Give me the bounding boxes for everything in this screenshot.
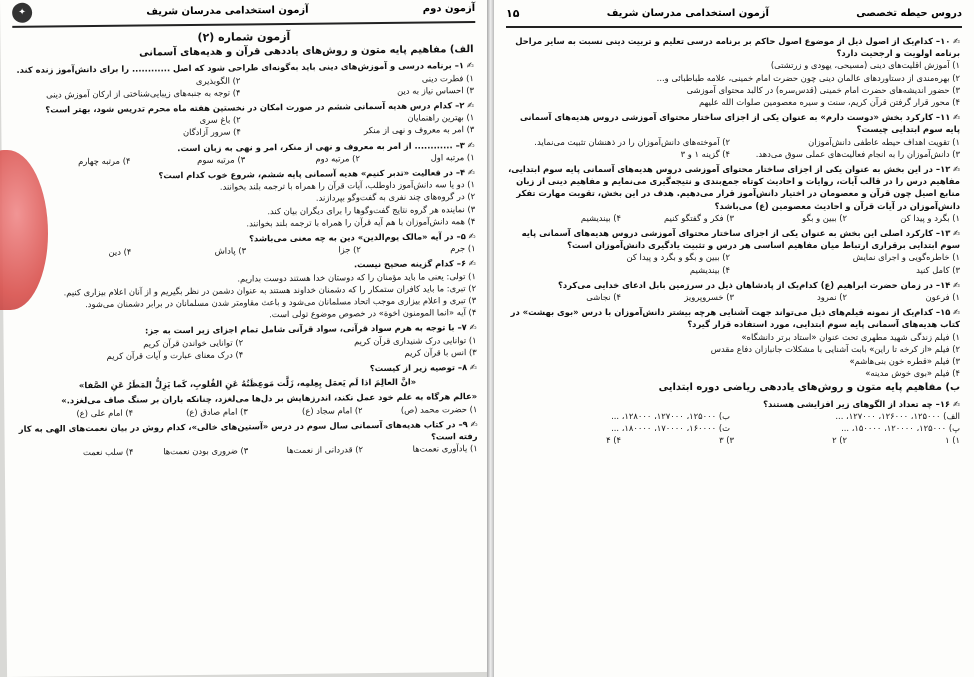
answer-option: ۳) حضور اندیشه‌های حضرت امام خمینی (قدس‌سره) در کالبد محتوای آموزشی <box>686 84 960 95</box>
question-number: ۲ <box>459 100 465 111</box>
question-text: با توجه به هرم سواد قرآنی، سواد قرآنی شامل تمام اجزای زیر است به جز: <box>144 322 455 336</box>
question-number: ۸ <box>462 362 468 373</box>
answer-option: ۱) حضرت محمد (ص) <box>400 403 478 415</box>
answer-option: ۳) ۳ <box>719 435 734 446</box>
pattern-list <box>508 410 960 434</box>
answer-option: ۱) دو یا سه دانش‌آموز داوطلب، آیات قرآن را همراه با ترجمه بلند بخوانند. <box>219 179 476 192</box>
answer-option: ۲) باغ سری <box>199 114 241 126</box>
question-0: ✍ ۱– برنامه درسی و آموزش‌های دینی باید به‌گونه‌ای طراحی شود که اصل ............ را برای دانش‌آموز زنده کند. <box>16 60 474 76</box>
question-number: ۶ <box>460 258 467 269</box>
answer-option: ۲) ببین و بگو <box>802 212 847 223</box>
answer-option: ۲) ببین و بگو و بگرد و پیدا کن <box>626 252 730 263</box>
question-number: ۱۲ <box>940 164 951 175</box>
section-a-heading: الف) مفاهیم پایه متون و روش‌های یاددهی قرآن و هدیه‌های آسمانی <box>139 44 474 59</box>
question-text: کدام‌یک از اصول ذیل از موضوع اصول حاکم بر برنامه درسی تعلیم و تربیت دینی نسبت به سایر مراحل برنامه اولویت و ارجحیت دارد؟ <box>515 36 960 59</box>
question-number: ۱۵ <box>940 307 951 318</box>
question-text: کدام‌یک از نمونه فیلم‌های ذیل می‌تواند جهت آشنایی هرچه بیشتر دانش‌آموزان با درس «بوی بهشت» در کتاب هدیه‌های آسمانی پایه سوم ابتدایی، مورد استفاده قرار گیرد؟ <box>510 307 960 330</box>
publisher-logo-icon: ✦ <box>12 3 32 23</box>
pattern-item: ت) ۱۶۰۰۰۰، ۱۷۰۰۰۰، ۱۸۰۰۰۰، ... <box>611 423 730 434</box>
pattern-item: الف) ۱۲۵۰۰۰، ۱۲۶۰۰۰، ۱۲۷۰۰۰، ... <box>835 410 960 421</box>
pen-icon: ✍ <box>950 164 960 175</box>
answer-options <box>508 331 960 380</box>
answer-option: ۴) امام علی (ع) <box>76 407 134 418</box>
right-header-title: آزمون استخدامی مدرسان شریف <box>606 7 769 19</box>
right-page-header <box>506 0 962 28</box>
left-header-exam-label: آزمون دوم <box>422 2 476 15</box>
pen-icon: ✍ <box>952 398 960 409</box>
answer-option: ۲) الگوبذیری <box>195 75 241 86</box>
question-text: کدام گزینه صحیح نیست. <box>353 258 454 270</box>
pen-icon: ✍ <box>950 228 960 239</box>
question-7: ✍ ۸– توصیه زیر از کیست؟ <box>369 362 477 374</box>
question-text: ............ از امر به معروف و نهی از منکر، امر و نهی به زبان است. <box>177 139 453 153</box>
question-3: ✍ ۴– در فعالیت «تدبر کنیم» هدیه آسمانی پایه ششم، شروع خوب کدام است؟ <box>158 167 475 181</box>
answer-option: ۱) بگرد و پیدا کن <box>900 212 960 223</box>
question-number: ۹ <box>462 419 468 430</box>
answer-option: ۱) مرتبه اول <box>430 151 475 163</box>
section-b-heading: ب) مفاهیم پایه متون و روش‌های یاددهی ریاضی دوره ابتدایی <box>658 382 960 394</box>
answer-options <box>15 72 474 101</box>
answer-option: ۱) بهترین راهنمایان <box>407 112 475 123</box>
question-text: در این بخش به عنوان یکی از اجزای ساختار محتوای آموزشی دروس هدیه‌های آسمانی پایه سوم ابتدایی، مفاهیم درس را در قالب آیات، روایات و احادیث کوتاه جمع‌بندی و نتیجه‌گیری می‌نمایم و مفاهیم دینی از زبان منابع اصیل چون قرآن و معصومان در اختیار دانش‌آموز قرار می‌دهیم. هدف در این بخش، تقویت مهارت تفکر دانش‌آموزان در آیات قرآن و احادیث معصومین (ع) می‌باشد؟ <box>508 164 960 211</box>
question-8: ✍ ۹– در کتاب هدیه‌های آسمانی سال سوم در درس «آستین‌های خالی»، کدام روش در بیان نعمت‌های الهی به کار رفته است؟ <box>18 418 478 442</box>
answer-option: ۳) پاداش <box>214 245 247 257</box>
pen-icon: ✍ <box>464 100 475 111</box>
pen-icon: ✍ <box>466 322 477 333</box>
answer-option: ۲) توانایی خواندن قرآن کریم <box>143 337 244 349</box>
answer-option: ۴) درک معنای عبارت و آیات قرآن کریم <box>106 349 244 361</box>
answer-option: ۲) ۲ <box>832 435 847 446</box>
answer-options <box>508 212 960 224</box>
question-2: ✍ ۱۲– در این بخش به عنوان یکی از اجزای ساختار محتوای آموزشی دروس هدیه‌های آسمانی پایه سوم ابتدایی، مفاهیم درس را در قالب آیات، روایات و احادیث کوتاه جمع‌بندی و نتیجه‌گیری می‌نمایم و مفاهیم دینی از زبان منابع اصیل چون قرآن و معصومان در اختیار دانش‌آموز قرار می‌دهیم. هدف در این بخش، تقویت مهارت تفکر دانش‌آموزان در آیات قرآن و احادیث معصومین (ع) می‌باشد؟ <box>508 164 960 211</box>
right-question-list <box>508 35 960 379</box>
answer-option: ۳) دانش‌آموزان را به انجام فعالیت‌های عملی سوق می‌دهد. <box>755 148 960 159</box>
answer-option: ۴) همه دانش‌آموزان با هم آیه قرآن را همراه با ترجمه بلند بخوانند. <box>246 215 476 229</box>
question-number: ۱۶ <box>939 398 951 409</box>
answer-option: ۳) نماینده هر گروه نتایج گفت‌وگوها را برای دیگران بیان کند. <box>267 203 476 216</box>
right-header-subject: دروس حیطه تخصصی <box>856 7 962 19</box>
question-number: ۱۰ <box>940 36 951 46</box>
question-text: کارکرد اصلی این بخش به عنوان یکی از اجزای ساختار محتوای آموزشی دروس هدیه‌های آسمانی پایه سوم ابتدایی برقراری ارتباط میان مفاهیم اساسی هر درس و تثبیت یادگیری دانش‌آموزان است؟ <box>521 228 960 251</box>
answer-option: ۱) خاطره‌گویی و اجرای نمایش <box>852 252 960 263</box>
answer-option: ۲) قدردانی از نعمت‌ها <box>286 444 364 456</box>
answer-option: ۱) تقویت اهداف حیطه عاطفی دانش‌آموزان <box>808 136 960 147</box>
answer-option: ۴) محور قرار گرفتن قرآن کریم، سنت و سیره معصومین صلوات الله علیهم <box>699 97 960 108</box>
question-1: ✍ ۲– کدام درس هدیه آسمانی ششم در صورت امکان در نخستین هفته ماه محرم تدریس شود، بهتر است؟ <box>45 100 475 115</box>
question-text: کدام درس هدیه آسمانی ششم در صورت امکان در نخستین هفته ماه محرم تدریس شود، بهتر است؟ <box>45 100 453 115</box>
answer-option: ۱) ۱ <box>945 435 960 446</box>
answer-options <box>508 136 960 160</box>
pattern-item: ب) ۱۲۵۰۰۰، ۱۲۷۰۰۰، ۱۲۸۰۰۰، ... <box>611 410 730 421</box>
answer-option: ۲) امام سجاد (ع) <box>301 404 363 416</box>
question-2: ✍ ۳– ............ از امر به معروف و نهی از منکر، امر و نهی به زبان است. <box>177 139 475 153</box>
answer-option: ۲) آموخته‌های دانش‌آموزان را در ذهنشان تثبیت می‌نماید. <box>534 136 730 147</box>
answer-options <box>508 434 960 446</box>
answer-option: ۲) جزا <box>338 244 361 255</box>
answer-option: ۳) مرتبه سوم <box>197 154 246 165</box>
question-text: در آیه «مالک یوم‌الدین» دین به چه معنی می‌باشد؟ <box>249 231 454 244</box>
answer-option: ۲) نمرود <box>817 292 847 303</box>
answer-option: ۴) توجه به جنبه‌های زیبایی‌شناختی از ارکان آموزش دینی <box>46 87 241 100</box>
question-number: ۱۴ <box>940 279 951 290</box>
question-4: ✍ ۱۴– در زمان حضرت ابراهیم (ع) کدام‌یک از پادشاهان ذیل در سرزمین بابل ادعای خدایی می‌کرد؟ <box>558 279 960 290</box>
pen-icon: ✍ <box>467 418 478 430</box>
question-number: ۱ <box>458 60 465 71</box>
pen-icon: ✍ <box>467 362 477 373</box>
answer-option: ۱) تولی: یعنی ما باید مؤمنان را که دوستان خدا هستند دوست بداریم. <box>237 270 476 284</box>
answer-option: ۴) سلب نعمت <box>82 446 134 458</box>
answer-option: ۳) ضروری بودن نعمت‌ها <box>163 445 249 457</box>
question-text: در زمان حضرت ابراهیم (ع) کدام‌یک از پادشاهان ذیل در سرزمین بابل ادعای خدایی می‌کرد؟ <box>558 279 933 290</box>
question-text: کارکرد بخش «دوست دارم» به عنوان یکی از اجزای ساختار محتوای آموزشی دروس هدیه‌های آسمانی پایه سوم ابتدایی چیست؟ <box>519 112 960 135</box>
answer-option: ۱) فطرت دینی <box>421 72 474 84</box>
question-5: ✍ ۶– کدام گزینه صحیح نیست. <box>353 258 476 270</box>
answer-options <box>508 251 960 275</box>
answer-option: ۳) کامل کنید <box>916 264 960 275</box>
left-question-list <box>15 59 478 459</box>
right-page <box>494 0 974 677</box>
question-text: برنامه درسی و آموزش‌های دینی باید به‌گونه‌ای طراحی شود که اصل ............ را برای دانش‌آموز زنده کند. <box>16 60 452 76</box>
answer-option: ۴) فیلم «بوی خوش مدینه» <box>865 368 960 379</box>
answer-option: ۳) امر به معروف و نهی از منکر <box>363 124 475 136</box>
pattern-item: پ) ۱۲۵۰۰۰، ۱۲۰۰۰۰، ۱۵۰۰۰۰، ... <box>841 423 960 434</box>
question-1: ✍ ۱۱– کارکرد بخش «دوست دارم» به عنوان یکی از اجزای ساختار محتوای آموزشی دروس هدیه‌های آسمانی پایه سوم ابتدایی چیست؟ <box>519 112 960 135</box>
answer-option: ۴) دین <box>108 246 132 258</box>
pen-icon: ✍ <box>465 167 475 178</box>
question-text: توصیه زیر از کیست؟ <box>369 362 456 374</box>
answer-option: ۳) فکر و گفتگو کنیم <box>663 212 734 223</box>
pen-icon: ✍ <box>950 36 960 46</box>
pen-icon: ✍ <box>950 307 960 318</box>
answer-options <box>508 291 960 303</box>
exam-title: آزمون شماره (۲) <box>197 29 291 44</box>
answer-option: ۴) گزینه ۱ و ۳ <box>680 148 730 159</box>
hadith-text: «انَّ العالِمَ اذا لَم یَعمَل بِعِلمِه، زَلَّت مَوعِظَتُهُ عَنِ القُلوبِ، کَما یَزِلُّ المَطَرُ عَنِ الصَّفا» <box>78 376 417 391</box>
left-header-title: آزمون استخدامی مدرسان شریف <box>146 4 309 17</box>
answer-option: ۴) سرور آزادگان <box>182 126 241 138</box>
answer-option: ۲) تبری: ما باید کافران ستمکار را که دشمنان خداوند هستند به عنوان دشمن در نظر بگیریم و از آنان اعلام بیزاری کنیم. <box>63 282 477 298</box>
answer-options <box>17 270 476 324</box>
pen-icon: ✍ <box>950 112 960 123</box>
question-0: ✍ ۱۰– کدام‌یک از اصول ذیل از موضوع اصول حاکم بر برنامه درسی تعلیم و تربیت دینی نسبت به سایر مراحل برنامه اولویت و ارجحیت دارد؟ <box>515 36 960 59</box>
question-text: در کتاب هدیه‌های آسمانی سال سوم در درس «آستین‌های خالی»، کدام روش در بیان نعمت‌های الهی به کار رفته است؟ <box>18 419 478 442</box>
answer-option: ۲) مرتبه دوم <box>315 153 360 164</box>
question-16: ✍ ۱۶– چه تعداد از الگوهای زیر افزایشی هستند؟ <box>763 398 960 409</box>
answer-option: ۲) فیلم «از کرخه تا راین» بابت آشنایی با مشکلات جانبازان دفاع مقدس <box>710 343 960 354</box>
answer-option: ۱) آموزش اقلیت‌های دینی (مسیحی، یهودی و زرتشتی) <box>770 60 960 71</box>
pen-icon: ✍ <box>950 279 960 290</box>
book-spine <box>487 0 494 677</box>
answer-option: ۳) فیلم «قطره خون بنی‌هاشم» <box>849 356 960 367</box>
answer-option: ۴) بیندیشیم <box>580 212 621 223</box>
answer-option: ۱) فرعون <box>925 292 960 303</box>
answer-option: ۱) جرم <box>450 243 476 254</box>
question-text: در فعالیت «تدبر کنیم» هدیه آسمانی پایه ششم، شروع خوب کدام است؟ <box>158 167 453 181</box>
question-6: ✍ ۷– با توجه به هرم سواد قرآنی، سواد قرآنی شامل تمام اجزای زیر است به جز: <box>144 322 477 336</box>
question-number: ۴ <box>459 167 466 178</box>
answer-option: ۴) ۴ <box>606 435 621 446</box>
answer-option: ۴) نجاشی <box>586 292 621 303</box>
answer-options <box>15 111 474 140</box>
pen-icon: ✍ <box>464 139 475 150</box>
pen-icon: ✍ <box>465 231 476 242</box>
answer-option: ۳) خسروپرویز <box>684 292 734 303</box>
answer-option: ۳) انس با قرآن کریم <box>404 346 477 358</box>
question-number: ۵ <box>460 231 466 242</box>
answer-options <box>508 59 960 108</box>
answer-option: ۲) در گروه‌های چند نفری به گفت‌وگو بپردازند. <box>315 191 476 204</box>
question-4: ✍ ۵– در آیه «مالک یوم‌الدین» دین به چه معنی می‌باشد؟ <box>249 231 476 244</box>
pen-icon: ✍ <box>466 258 476 269</box>
answer-option: ۱) یادآوری نعمت‌ها <box>412 443 478 455</box>
answer-option: ۲) بهره‌مندی از دستاوردهای عالمان دینی چون حضرت امام خمینی، علامه طباطبائی و... <box>656 72 960 83</box>
answer-option: ۱) فیلم زندگی شهید مطهری تحت عنوان «استاد برتر دانشگاه» <box>741 331 960 342</box>
question-5: ✍ ۱۵– کدام‌یک از نمونه فیلم‌های ذیل می‌تواند جهت آشنایی هرچه بیشتر دانش‌آموزان با درس «بوی بهشت» در کتاب هدیه‌های آسمانی پایه سوم ابتدایی، مورد استفاده قرار گیرد؟ <box>510 307 960 330</box>
question-number: ۳ <box>459 139 465 150</box>
answer-options <box>16 178 475 232</box>
question-number: ۷ <box>461 322 467 333</box>
answer-option: ۱) توانایی درک شنیداری قرآن کریم <box>353 334 477 346</box>
answer-option: ۳) امام صادق (ع) <box>186 406 248 417</box>
answer-option: ۴) مرتبه چهارم <box>78 155 131 167</box>
answer-option: ۳) تبری و اعلام بیزاری موجب اتحاد مسلمانان می‌شود و باعث مقاومتر شدن مسلمانان در برابر دشمنان می‌شود. <box>85 295 477 310</box>
answer-option: ۴) آیه «انما المومنون اخوة» در خصوص موضوع تولی است. <box>268 307 477 320</box>
page-number: ۱۵ <box>506 6 520 20</box>
question-number: ۱۱ <box>940 112 951 123</box>
question-number: ۱۳ <box>940 228 951 239</box>
hadith-translation: «عالم هرگاه به علم خود عمل نکند، اندرزهایش بر دل‌ها می‌لغزد، چنانکه باران بر سنگ صاف می‌لغزد.» <box>61 391 478 406</box>
answer-option: ۳) احساس نیاز به دین <box>397 84 475 96</box>
question-text: چه تعداد از الگوهای زیر افزایشی هستند؟ <box>763 398 933 409</box>
answer-option: ۴) بیندیشیم <box>689 264 730 275</box>
question-3: ✍ ۱۳– کارکرد اصلی این بخش به عنوان یکی از اجزای ساختار محتوای آموزشی دروس هدیه‌های آسمانی پایه سوم ابتدایی برقراری ارتباط میان مفاهیم اساسی هر درس و تثبیت یادگیری دانش‌آموزان است؟ <box>521 228 960 251</box>
answer-options <box>18 334 477 363</box>
pen-icon: ✍ <box>463 60 474 71</box>
